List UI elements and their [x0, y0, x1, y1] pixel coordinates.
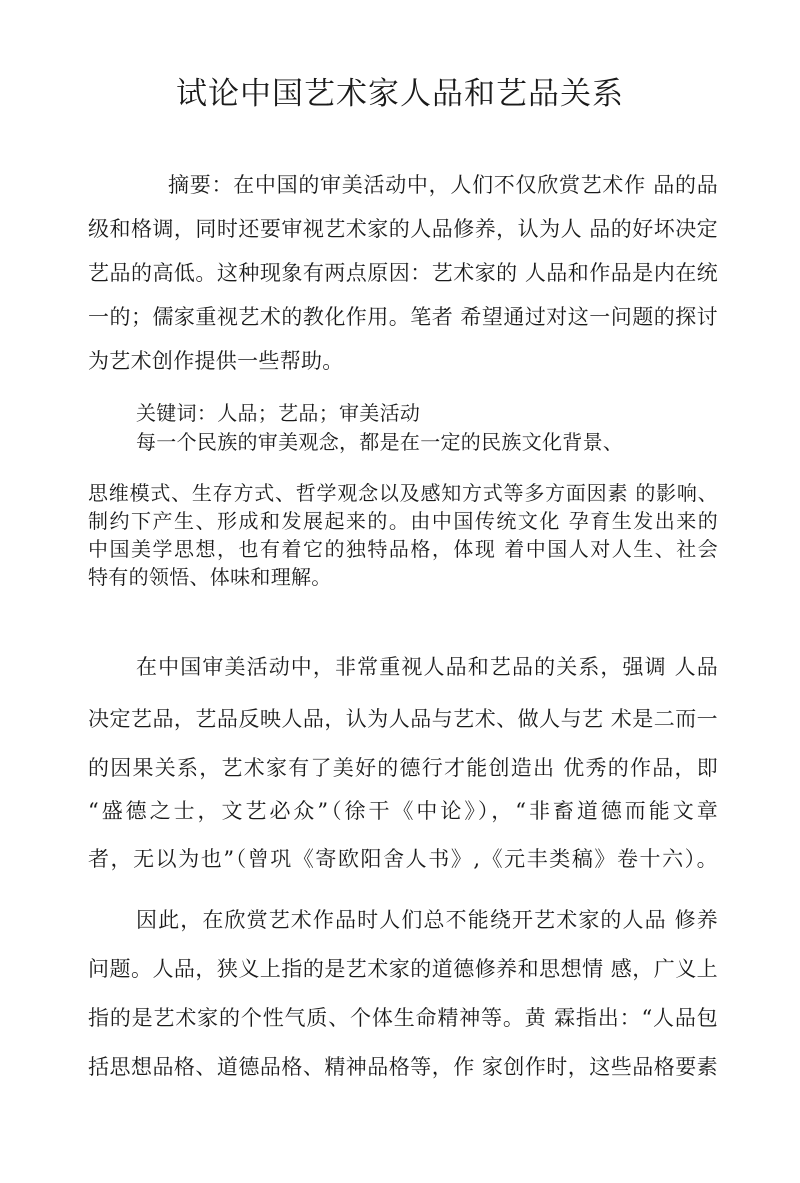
keywords-line: 关键词：人品；艺品；审美活动: [136, 401, 421, 425]
para1-line-5: 者，无以为也”（曾巩《寄欧阳舍人书》,《元丰类稿》卷十六）。: [88, 847, 718, 871]
intro-line-1: 每一个民族的审美观念，都是在一定的民族文化背景、: [136, 430, 624, 454]
intro-line-3: 制约下产生、形成和发展起来的。由中国传统文化 孕育生发出来的: [88, 509, 718, 533]
para1-line-1: 在中国审美活动中，非常重视人品和艺品的关系，强调 人品: [136, 655, 718, 679]
abstract-line-5: 为艺术创作提供一些帮助。: [88, 349, 344, 373]
para2-line-3: 指的是艺术家的个性气质、个体生命精神等。黄 霖指出：“人品包: [88, 1006, 718, 1030]
intro-line-4: 中国美学思想，也有着它的独特品格，体现 着中国人对人生、社会: [88, 537, 718, 561]
abstract-line-1: 摘要：在中国的审美活动中，人们不仅欣赏艺术作 品的品: [168, 173, 718, 197]
para2-line-1: 因此，在欣赏艺术作品时人们总不能绕开艺术家的人品 修养: [136, 908, 718, 932]
intro-line-2: 思维模式、生存方式、哲学观念以及感知方式等多方面因素 的影响、: [88, 481, 718, 505]
intro-line-5: 特有的领悟、体味和理解。: [88, 565, 332, 589]
para2-line-2: 问题。人品，狭义上指的是艺术家的道德修养和思想情 感，广义上: [88, 957, 718, 981]
para1-line-2: 决定艺品，艺品反映人品，认为人品与艺术、做人与艺 术是二而一: [88, 707, 718, 731]
para2-line-4: 括思想品格、道德品格、精神品格等，作 家创作时，这些品格要素: [88, 1055, 718, 1079]
abstract-line-4: 一的；儒家重视艺术的教化作用。笔者 希望通过对这一问题的探讨: [88, 305, 718, 329]
para1-line-4: “盛德之士，文艺必众”（徐干《中论》），“非畜道德而能文章: [88, 799, 718, 823]
document-title: 试论中国艺术家人品和艺品关系: [176, 76, 624, 112]
abstract-line-3: 艺品的高低。这种现象有两点原因：艺术家的 人品和作品是内在统: [88, 261, 718, 285]
para1-line-3: 的因果关系，艺术家有了美好的德行才能创造出 优秀的作品，即: [88, 756, 718, 780]
abstract-line-2: 级和格调，同时还要审视艺术家的人品修养，认为人 品的好坏决定: [88, 217, 718, 241]
